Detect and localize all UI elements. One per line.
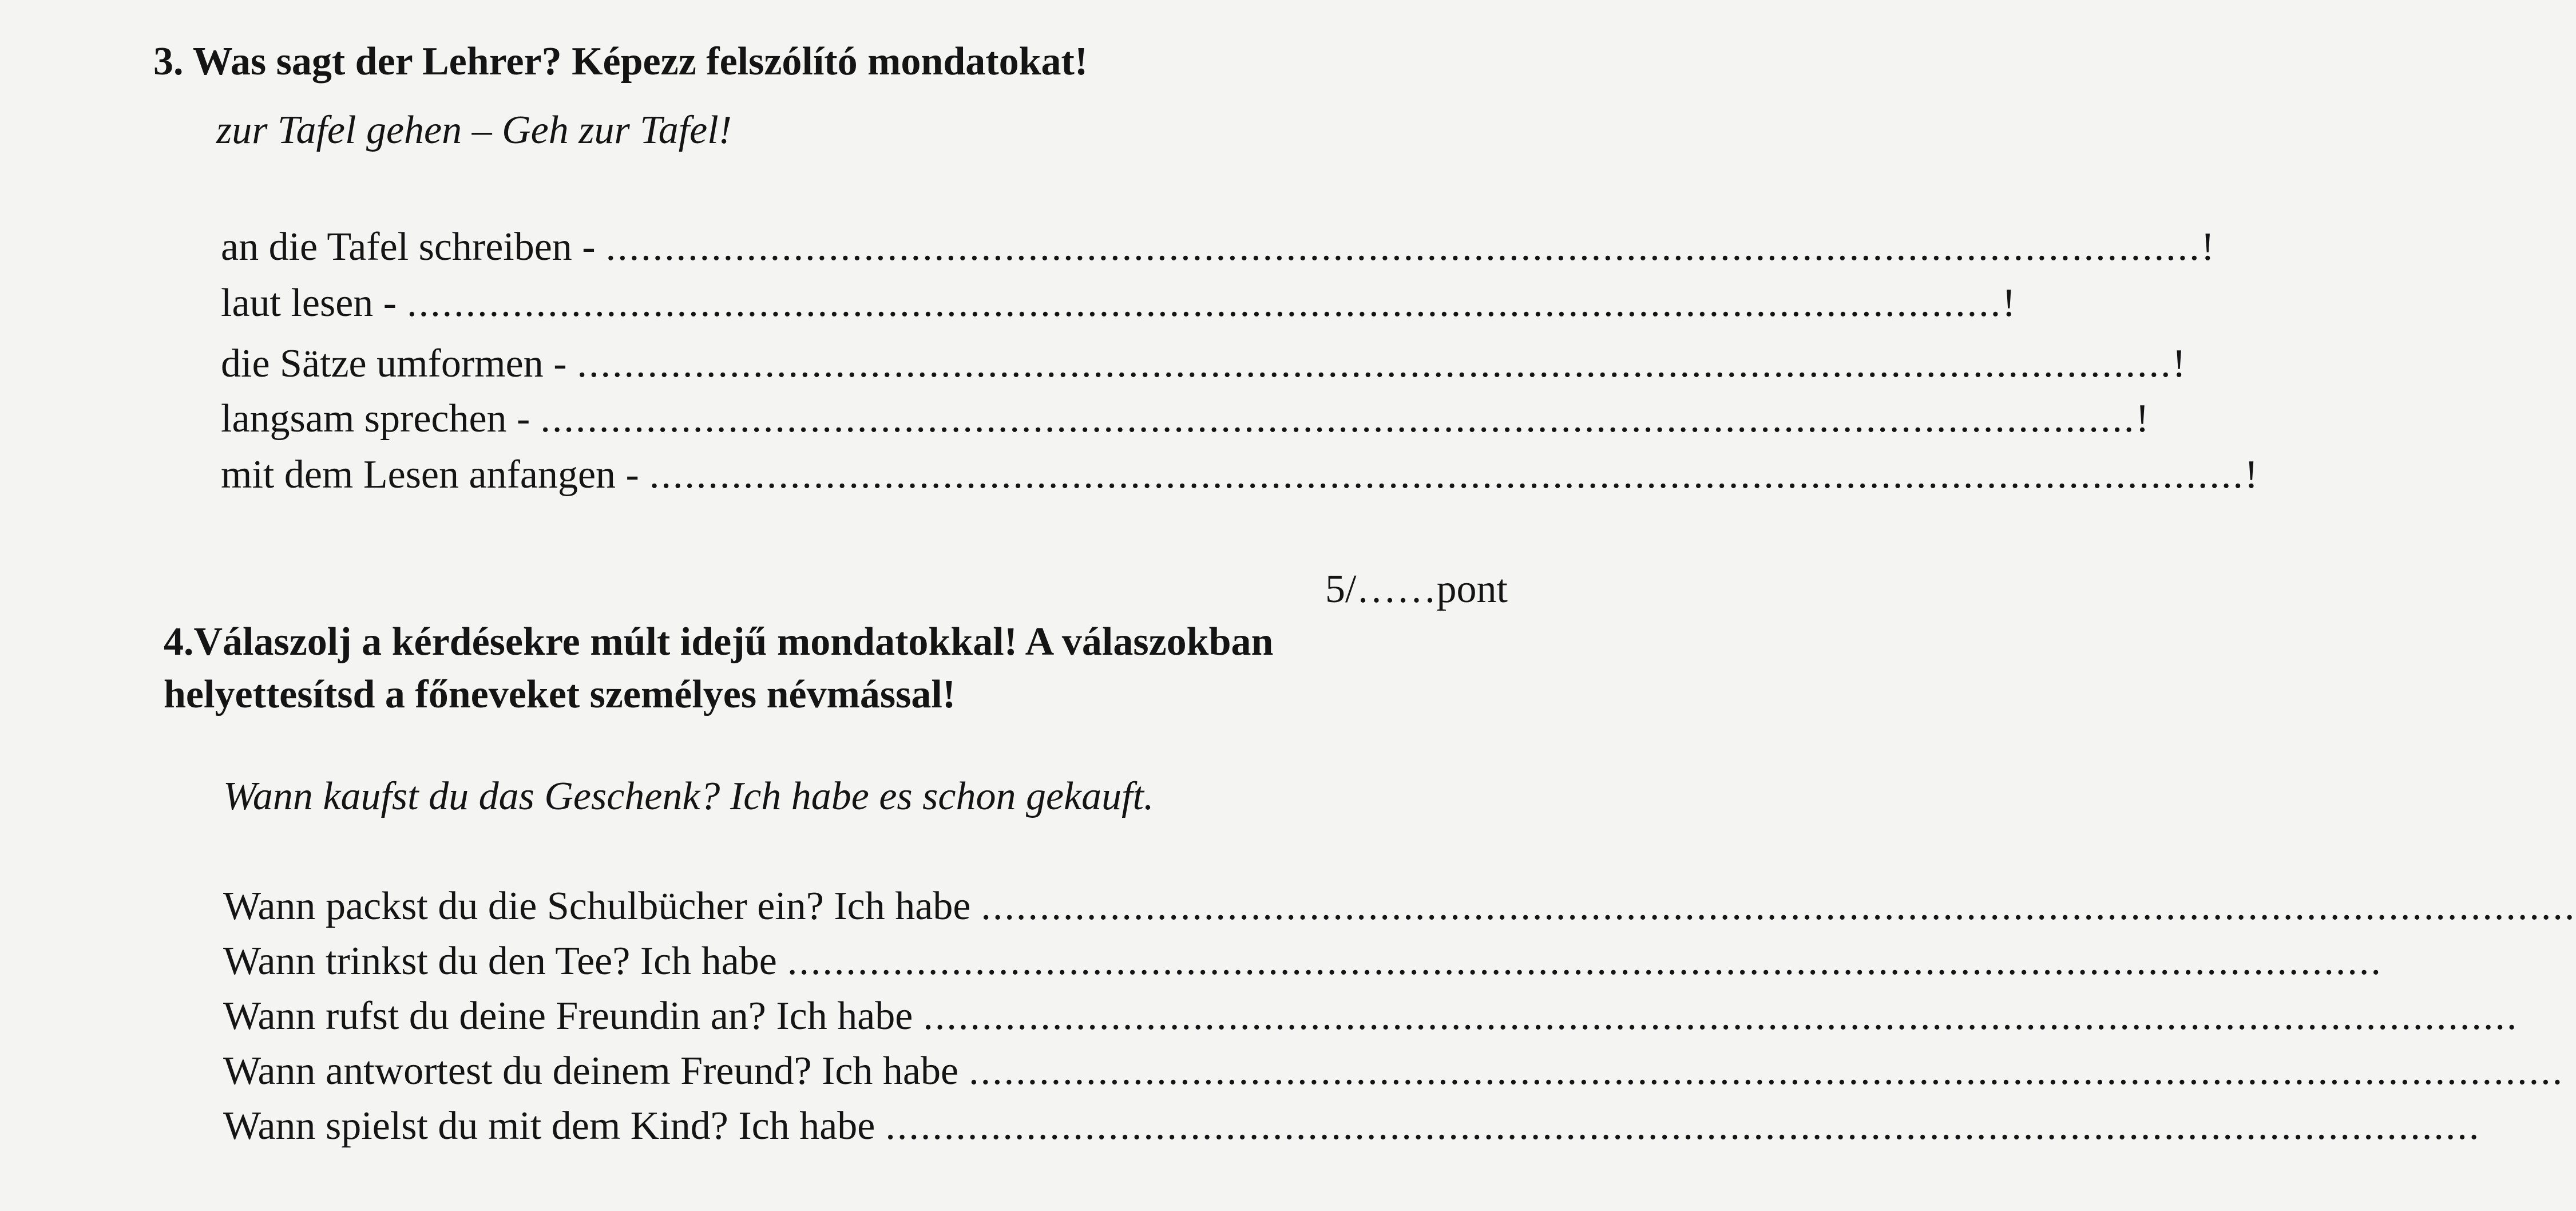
answer-blank[interactable]: ........................................................................................................................................ [540, 397, 2136, 441]
task3-item-5 [221, 452, 2258, 498]
exclamation-mark: ! [2201, 225, 2214, 269]
task3-item-prompt: langsam sprechen - [221, 397, 530, 441]
task3-item-2 [221, 280, 2016, 326]
task3-item-prompt: die Sätze umformen - [221, 342, 567, 386]
answer-blank[interactable]: ........................................................................................................................................ [605, 225, 2201, 269]
task3-item-prompt: an die Tafel schreiben - [221, 225, 596, 269]
task3-item-4 [221, 396, 2149, 442]
exclamation-mark: ! [2244, 453, 2258, 497]
task4-item-prompt: Wann antwortest du deinem Freund? Ich habe [223, 1049, 959, 1093]
task3-item-1 [221, 224, 2214, 270]
exclamation-mark: ! [2172, 342, 2186, 386]
task4-title-line-2: helyettesítsd a főneveket személyes névmással! [164, 672, 956, 717]
task4-item-5 [223, 1103, 2481, 1149]
answer-blank[interactable]: ........................................................................................................................................ [981, 884, 2576, 928]
task4-item-prompt: Wann trinkst du den Tee? Ich habe [223, 939, 777, 983]
task3-item-3 [221, 341, 2186, 387]
answer-blank[interactable]: ........................................................................................................................................ [885, 1104, 2481, 1148]
task4-item-3 [223, 994, 2519, 1039]
task4-item-prompt: Wann rufst du deine Freundin an? Ich habe [223, 994, 913, 1038]
score-line: 5/……pont [1325, 567, 1508, 611]
answer-blank[interactable]: ........................................................................................................................................ [407, 281, 2003, 325]
exclamation-mark: ! [2135, 397, 2149, 441]
task3-example: zur Tafel gehen – Geh zur Tafel! [216, 108, 732, 152]
task4-item-prompt: Wann packst du die Schulbücher ein? Ich habe [223, 884, 971, 928]
task4-title-line-1: 4.Válaszolj a kérdésekre múlt idejű mondatokkal! A válaszokban [164, 620, 1274, 664]
task3-title: 3. Was sagt der Lehrer? Képezz felszólító mondatokat! [153, 39, 1088, 84]
task4-item-prompt: Wann spielst du mit dem Kind? Ich habe [223, 1104, 875, 1148]
task4-item-2 [223, 939, 2383, 984]
answer-blank[interactable]: ........................................................................................................................................ [923, 994, 2519, 1038]
answer-blank[interactable]: ........................................................................................................................................ [577, 342, 2173, 386]
task3-item-prompt: laut lesen - [221, 281, 397, 325]
task4-example: Wann kaufst du das Geschenk? Ich habe es schon gekauft. [223, 774, 1154, 818]
answer-blank[interactable]: ........................................................................................................................................ [787, 939, 2383, 983]
exclamation-mark: ! [2002, 281, 2016, 325]
answer-blank[interactable]: ........................................................................................................................................ [969, 1049, 2565, 1093]
task4-item-4 [223, 1048, 2565, 1094]
answer-blank[interactable]: ........................................................................................................................................ [649, 453, 2245, 497]
task4-item-1 [223, 884, 2576, 929]
task3-item-prompt: mit dem Lesen anfangen - [221, 453, 639, 497]
